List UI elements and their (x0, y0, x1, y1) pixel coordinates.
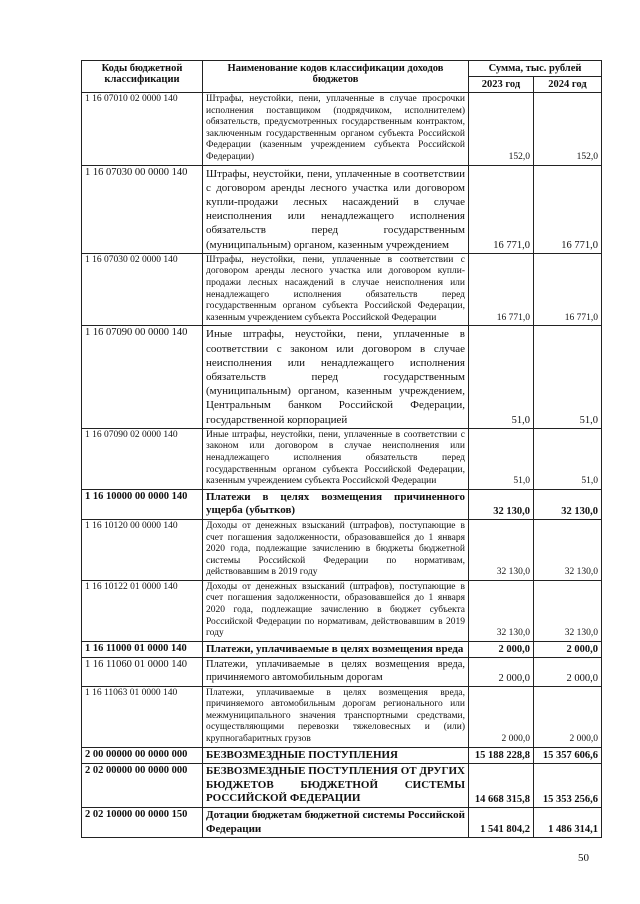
table-row (82, 519, 602, 580)
row-name: Штрафы, неустойки, пени, уплаченные в случае просрочки исполнения поставщиком (подрядчиком, исполнителем) обязательств, предусмотренных государственным контрактом, заключенным государственным органом субъекта Российской Федерации (казенным учреждением субъекта Российской Федерации) (203, 93, 469, 166)
row-code: 1 16 07090 00 0000 140 (82, 326, 203, 428)
row-amount-2024: 15 357 606,6 (534, 747, 602, 764)
row-amount-2023: 1 541 804,2 (469, 807, 534, 837)
row-code: 1 16 07090 02 0000 140 (82, 428, 203, 489)
table-row (82, 93, 602, 166)
row-amount-2023: 51,0 (469, 326, 534, 428)
row-code: 2 00 00000 00 0000 000 (82, 747, 203, 764)
header-codes: Коды бюджетной классификации (82, 61, 203, 93)
header-year-2023: 2023 год (469, 77, 534, 93)
row-code: 2 02 00000 00 0000 000 (82, 764, 203, 808)
row-name: Штрафы, неустойки, пени, уплаченные в соответствии с договором аренды лесного участка или договором купли-продажи лесных насаждений в случае неисполнения или ненадлежащего исполнения обязательств перед государственным (муниципальным) органом, казенным учреждением (203, 165, 469, 253)
table-row (82, 807, 602, 837)
row-amount-2024: 15 353 256,6 (534, 764, 602, 808)
row-code: 1 16 07010 02 0000 140 (82, 93, 203, 166)
row-name: Доходы от денежных взысканий (штрафов), поступающие в счет погашения задолженности, образовавшейся до 1 января 2020 года, подлежащие зачислению в бюджеты бюджетной системы Российской Федерации по нормативам, действовавшим в 2019 году (203, 519, 469, 580)
row-name: Дотации бюджетам бюджетной системы Российской Федерации (203, 807, 469, 837)
row-amount-2023: 16 771,0 (469, 165, 534, 253)
row-code: 1 16 10122 01 0000 140 (82, 580, 203, 641)
row-amount-2023: 2 000,0 (469, 641, 534, 658)
row-amount-2023: 15 188 228,8 (469, 747, 534, 764)
row-code: 1 16 11063 01 0000 140 (82, 686, 203, 747)
table-row (82, 641, 602, 658)
row-amount-2024: 32 130,0 (534, 489, 602, 519)
row-code: 1 16 10000 00 0000 140 (82, 489, 203, 519)
table-row (82, 580, 602, 641)
row-amount-2024: 51,0 (534, 326, 602, 428)
row-name: Платежи, уплачиваемые в целях возмещения вреда (203, 641, 469, 658)
row-code: 1 16 07030 02 0000 140 (82, 253, 203, 326)
row-amount-2023: 32 130,0 (469, 580, 534, 641)
row-code: 2 02 10000 00 0000 150 (82, 807, 203, 837)
row-amount-2023: 14 668 315,8 (469, 764, 534, 808)
row-name: Штрафы, неустойки, пени, уплаченные в соответствии с договором аренды лесного участка или договором купли-продажи лесных насаждений в случае неисполнения или ненадлежащего исполнения обязательств перед государственным органом субъекта Российской Федерации, казенным учреждением субъекта Российской Федерации (203, 253, 469, 326)
row-amount-2024: 1 486 314,1 (534, 807, 602, 837)
row-amount-2024: 152,0 (534, 93, 602, 166)
row-amount-2023: 32 130,0 (469, 519, 534, 580)
row-amount-2023: 152,0 (469, 93, 534, 166)
row-amount-2023: 32 130,0 (469, 489, 534, 519)
row-name: Платежи, уплачиваемые в целях возмещения вреда, причиняемого автомобильным дорогам регионального или межмуниципального значения транспортными средствами, осуществляющими перевозки тяжеловесных и (или) крупногабаритных грузов (203, 686, 469, 747)
table-row (82, 686, 602, 747)
table-row (82, 326, 602, 428)
table-row (82, 428, 602, 489)
row-code: 1 16 07030 00 0000 140 (82, 165, 203, 253)
row-amount-2024: 2 000,0 (534, 641, 602, 658)
row-name: БЕЗВОЗМЕЗДНЫЕ ПОСТУПЛЕНИЯ (203, 747, 469, 764)
row-name: Иные штрафы, неустойки, пени, уплаченные в соответствии с законом или договором в случае неисполнения или ненадлежащего исполнения обязательств перед государственным (муниципальным) органом, казенным учреждением, Центральным банком Российской Федерации, государственной корпорацией (203, 326, 469, 428)
header-year-2024: 2024 год (534, 77, 602, 93)
table-row (82, 489, 602, 519)
table-row (82, 165, 602, 253)
table-row (82, 764, 602, 808)
page-number: 50 (578, 852, 589, 864)
row-amount-2024: 16 771,0 (534, 253, 602, 326)
row-name: Платежи в целях возмещения причиненного ущерба (убытков) (203, 489, 469, 519)
row-name: Иные штрафы, неустойки, пени, уплаченные в соответствии с законом или договором в случае неисполнения или ненадлежащего исполнения обязательств перед государственным органом субъекта Российской Федерации, казенным учреждением субъекта Российской Федерации (203, 428, 469, 489)
header-names: Наименование кодов классификации доходов бюджетов (203, 61, 469, 93)
row-code: 1 16 11000 01 0000 140 (82, 641, 203, 658)
row-amount-2024: 51,0 (534, 428, 602, 489)
row-name: Платежи, уплачиваемые в целях возмещения вреда, причиняемого автомобильным дорогам (203, 658, 469, 686)
table-row (82, 658, 602, 686)
header-sum: Сумма, тыс. рублей (469, 61, 602, 77)
row-amount-2024: 32 130,0 (534, 519, 602, 580)
row-amount-2024: 2 000,0 (534, 658, 602, 686)
row-amount-2024: 32 130,0 (534, 580, 602, 641)
row-amount-2024: 16 771,0 (534, 165, 602, 253)
row-name: Доходы от денежных взысканий (штрафов), поступающие в счет погашения задолженности, образовавшейся до 1 января 2020 года, подлежащие зачислению в бюджет субъекта Российской Федерации по нормативам, действовавшим в 2019 году (203, 580, 469, 641)
row-amount-2024: 2 000,0 (534, 686, 602, 747)
row-amount-2023: 2 000,0 (469, 686, 534, 747)
budget-revenue-table (81, 60, 602, 838)
table-row (82, 253, 602, 326)
row-amount-2023: 2 000,0 (469, 658, 534, 686)
budget-revenue-table-page (81, 60, 601, 838)
row-amount-2023: 16 771,0 (469, 253, 534, 326)
row-code: 1 16 11060 01 0000 140 (82, 658, 203, 686)
table-row (82, 747, 602, 764)
row-code: 1 16 10120 00 0000 140 (82, 519, 203, 580)
row-amount-2023: 51,0 (469, 428, 534, 489)
row-name: БЕЗВОЗМЕЗДНЫЕ ПОСТУПЛЕНИЯ ОТ ДРУГИХ БЮДЖЕТОВ БЮДЖЕТНОЙ СИСТЕМЫ РОССИЙСКОЙ ФЕДЕРАЦИИ (203, 764, 469, 808)
